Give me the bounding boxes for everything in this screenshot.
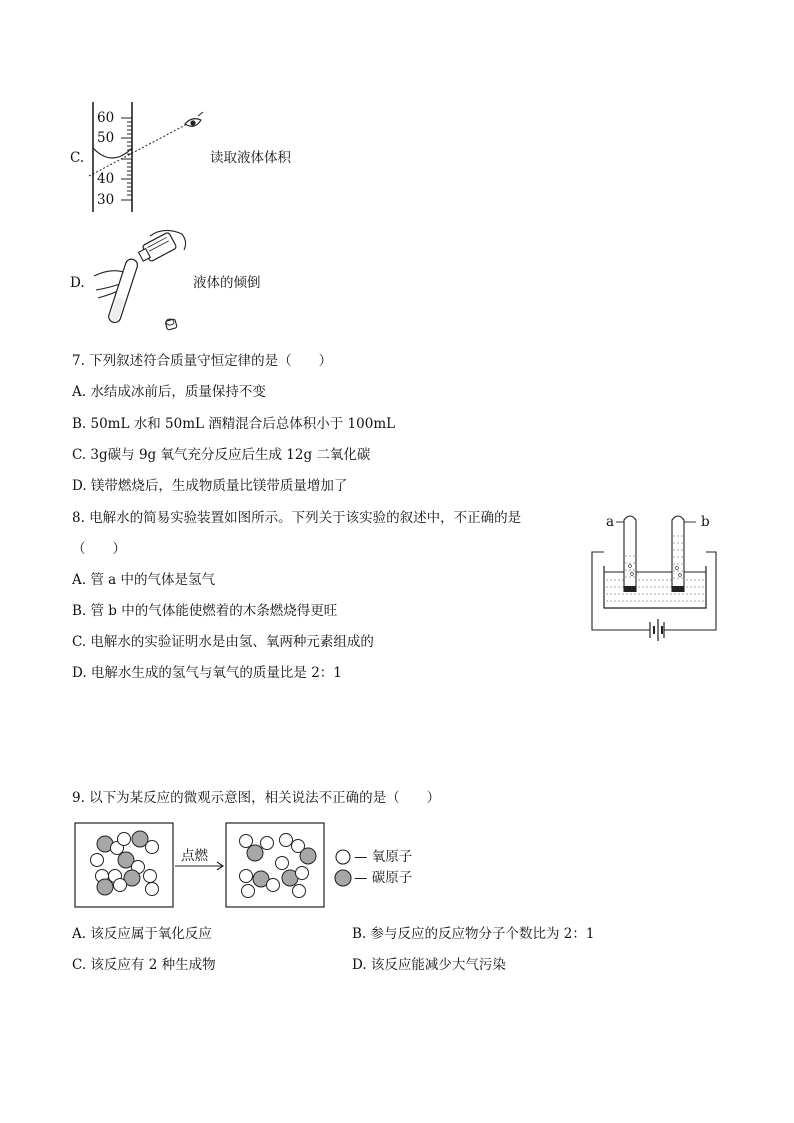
q7-option-d: D. 镁带燃烧后，生成物质量比镁带质量增加了 — [72, 478, 348, 494]
q8-option-d: D. 电解水生成的氢气与氧气的质量比是 2：1 — [72, 665, 342, 681]
cylinder-scale-30: 30 — [97, 192, 115, 208]
oxygen-atom-legend-label: — 氧原子 — [354, 849, 413, 865]
cylinder-scale-60: 60 — [97, 110, 115, 126]
q8-stem: 8. 电解水的简易实验装置如图所示。下列关于该实验的叙述中，不正确的是 — [72, 510, 522, 526]
q9-option-d: D. 该反应能减少大气污染 — [352, 957, 506, 973]
q9-option-a: A. 该反应属于氧化反应 — [72, 926, 212, 942]
q9-option-c: C. 该反应有 2 种生成物 — [72, 957, 216, 973]
oxygen-atom-legend-icon — [334, 848, 352, 866]
q9-stem: 9. 以下为某反应的微观示意图，相关说法不正确的是（ ） — [72, 790, 441, 806]
reaction-microscopic-diagram — [74, 821, 334, 909]
q9-option-b: B. 参与反应的反应物分子个数比为 2：1 — [352, 926, 595, 942]
cylinder-scale-40: 40 — [97, 171, 115, 187]
q7-option-b: B. 50mL 水和 50mL 酒精混合后总体积小于 100mL — [72, 416, 396, 432]
carbon-atom-legend-label: — 碳原子 — [354, 870, 413, 886]
liquid-pouring-figure — [90, 228, 192, 336]
reaction-condition-label: 点燃 — [181, 848, 208, 864]
tube-a-label: a — [606, 514, 615, 530]
q6-option-c-letter: C. — [70, 150, 85, 166]
q8-option-a: A. 管 a 中的气体是氢气 — [72, 572, 215, 588]
carbon-atom-legend-icon — [333, 868, 353, 888]
q8-option-b: B. 管 b 中的气体能使燃着的木条燃烧得更旺 — [72, 603, 338, 619]
tube-b-label: b — [701, 514, 710, 530]
q8-option-c: C. 电解水的实验证明水是由氢、氧两种元素组成的 — [72, 634, 374, 650]
q8-stem-continued: （ ） — [72, 541, 126, 557]
q7-option-a: A. 水结成冰前后，质量保持不变 — [72, 384, 266, 400]
q7-option-c: C. 3g碳与 9g 氧气充分反应后生成 12g 二氧化碳 — [72, 447, 371, 463]
q6-option-d-letter: D. — [70, 275, 85, 291]
q6-option-c-caption: 读取液体体积 — [210, 150, 291, 166]
cylinder-scale-50: 50 — [97, 130, 115, 146]
q7-stem: 7. 下列叙述符合质量守恒定律的是（ ） — [72, 353, 333, 369]
q6-option-d-caption: 液体的倾倒 — [193, 275, 261, 291]
